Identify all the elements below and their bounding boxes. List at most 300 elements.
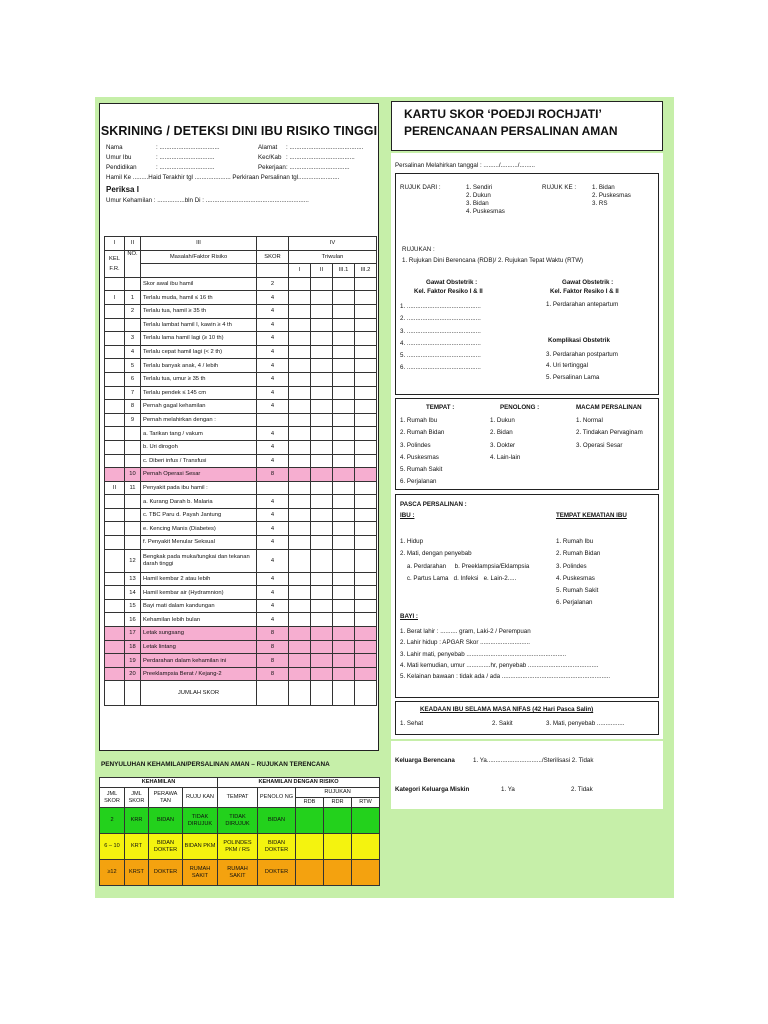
ptab-cell: BIDAN	[149, 808, 183, 834]
factor-cell: e. Kencing Manis (Diabetes)	[141, 522, 257, 536]
trimester-cell[interactable]	[289, 440, 311, 454]
factor-cell: Skor awal ibu hamil	[141, 277, 257, 291]
factor-cell: Bengkak pada muka/tungkai dan tekanan darah tinggi	[141, 549, 257, 572]
trimester-cell[interactable]	[311, 413, 333, 427]
trimester-cell[interactable]	[355, 386, 377, 400]
factor-cell: Terlalu tua, hamil ≥ 35 th	[141, 304, 257, 318]
trimester-cell[interactable]	[355, 345, 377, 359]
risk-factor-row	[105, 640, 377, 654]
kel-cell	[105, 318, 125, 332]
trimester-cell[interactable]	[289, 572, 311, 586]
trimester-cell[interactable]	[355, 549, 377, 572]
col-roman: II	[125, 237, 141, 251]
trimester-cell[interactable]	[355, 613, 377, 627]
trimester-cell[interactable]	[333, 427, 355, 441]
list-item: a. Perdarahan b. Preeklampsia/Eklampsia	[400, 562, 530, 570]
factor-cell: c. Diberi infus / Transfusi	[141, 454, 257, 468]
list-item[interactable]: 5. ...........................................	[400, 352, 481, 360]
trimester-cell[interactable]	[311, 332, 333, 346]
list-item[interactable]: 1. Berat lahir : .......... gram, Laki-2 / Perempuan	[400, 628, 531, 635]
risk-factor-row	[105, 627, 377, 641]
ptab-cell: 6 – 10	[100, 834, 125, 860]
trimester-cell[interactable]	[311, 599, 333, 613]
trimester-cell[interactable]	[333, 572, 355, 586]
field-fill[interactable]: : ...........................................	[286, 144, 364, 151]
rujuk-ke-label: RUJUK KE :	[542, 184, 577, 191]
trimester-cell[interactable]	[333, 654, 355, 668]
trimester-cell[interactable]	[333, 495, 355, 509]
ptab-header: RUJUKAN	[296, 788, 380, 798]
identity-fields	[106, 144, 374, 207]
ptab-row-orange	[100, 860, 380, 886]
ptab-subheader: RTW	[352, 798, 380, 808]
field-label: Pekerjaan	[258, 164, 286, 171]
ptab-cell: KRT	[125, 834, 149, 860]
risk-factor-row	[105, 318, 377, 332]
trimester-cell[interactable]	[355, 304, 377, 318]
score-cell	[257, 481, 289, 495]
trimester-cell[interactable]	[311, 359, 333, 373]
trimester-cell[interactable]	[333, 481, 355, 495]
no-cell	[125, 427, 141, 441]
trimester-cell[interactable]	[355, 454, 377, 468]
no-cell: 19	[125, 654, 141, 668]
trimester-cell[interactable]	[289, 667, 311, 681]
list-item: 4. Lain-lain	[490, 453, 521, 461]
trimester-cell[interactable]	[289, 386, 311, 400]
risk-factor-row	[105, 413, 377, 427]
trimester-cell[interactable]	[311, 640, 333, 654]
trimester-cell[interactable]	[333, 372, 355, 386]
kel-cell	[105, 413, 125, 427]
trimester-cell[interactable]	[311, 654, 333, 668]
column-header-row	[105, 250, 377, 264]
ptab-header: JML SKOR	[100, 788, 125, 808]
trimester-cell[interactable]	[289, 481, 311, 495]
trimester-cell[interactable]	[333, 640, 355, 654]
field-fill[interactable]: : ...................................	[156, 144, 220, 151]
trimester-cell[interactable]	[333, 386, 355, 400]
trimester-cell[interactable]	[289, 372, 311, 386]
nifas-box	[395, 701, 659, 735]
risk-factor-row	[105, 481, 377, 495]
family-box	[391, 741, 663, 809]
no-cell: 14	[125, 586, 141, 600]
trimester-cell[interactable]	[289, 413, 311, 427]
kel-cell	[105, 304, 125, 318]
trimester-cell[interactable]	[289, 549, 311, 572]
pasca-heading: PASCA PERSALINAN :	[400, 501, 467, 508]
trimester-cell[interactable]	[355, 318, 377, 332]
trimester-cell[interactable]	[355, 440, 377, 454]
rujuk-dari-label: RUJUK DARI :	[400, 184, 441, 191]
list-item: 5. Persalinan Lama	[546, 373, 600, 381]
no-cell	[125, 440, 141, 454]
score-cell: 4	[257, 304, 289, 318]
no-cell: 5	[125, 359, 141, 373]
trimester-cell[interactable]	[289, 640, 311, 654]
card-title-line2: PERENCANAAN PERSALINAN AMAN	[404, 124, 618, 138]
list-item: 2. Rumah Bidan	[556, 550, 601, 558]
trimester-header: III.1	[333, 264, 355, 278]
trimester-cell[interactable]	[311, 345, 333, 359]
ptab-cell: BIDAN PKM	[183, 834, 218, 860]
komplikasi-list	[546, 349, 618, 383]
trimester-cell[interactable]	[311, 386, 333, 400]
trimester-cell[interactable]	[311, 586, 333, 600]
no-cell: 18	[125, 640, 141, 654]
list-item: 3. RS	[592, 200, 608, 207]
trimester-cell[interactable]	[355, 372, 377, 386]
list-item: 2. Bidan	[490, 429, 513, 437]
kel-cell	[105, 549, 125, 572]
no-cell	[125, 318, 141, 332]
gawat2-heading: Gawat Obstetrik :	[562, 279, 614, 286]
factor-cell: Pernah melahirkan dengan :	[141, 413, 257, 427]
list-item: 4. Puskesmas	[556, 574, 595, 582]
trimester-cell[interactable]	[355, 413, 377, 427]
trimester-cell[interactable]	[311, 481, 333, 495]
ptab-cell: KRR	[125, 808, 149, 834]
trimester-cell[interactable]	[311, 468, 333, 482]
trimester-cell[interactable]	[333, 454, 355, 468]
trimester-cell[interactable]	[333, 318, 355, 332]
gawat1-list	[400, 301, 481, 375]
gawat1-heading: Gawat Obstetrik :	[426, 279, 478, 286]
trimester-cell[interactable]	[289, 304, 311, 318]
kb-label: Keluarga Berencana	[395, 757, 455, 764]
risk-factor-row	[105, 599, 377, 613]
ibu-list	[400, 536, 529, 585]
list-item: 2. Dukun	[466, 192, 491, 199]
trimester-cell[interactable]	[355, 468, 377, 482]
no-cell	[125, 508, 141, 522]
score-cell: 4	[257, 427, 289, 441]
list-item[interactable]: 5. Kelainan bawaan : tidak ada / ada ...............................................................	[400, 673, 611, 681]
no-cell: 11	[125, 481, 141, 495]
total-cell[interactable]	[333, 681, 355, 706]
penolong-list	[490, 415, 520, 464]
trimester-cell[interactable]	[355, 599, 377, 613]
gawat2-item: 1. Perdarahan antepartum	[546, 301, 619, 308]
col-header: Masalah/Faktor Risiko	[141, 250, 257, 264]
score-cell: 4	[257, 386, 289, 400]
trimester-cell[interactable]	[311, 400, 333, 414]
kel-cell	[105, 572, 125, 586]
score-cell: 4	[257, 372, 289, 386]
trimester-cell[interactable]	[355, 481, 377, 495]
roman-header-row	[105, 237, 377, 251]
ptab-row-yellow	[100, 834, 380, 860]
risk-factor-row	[105, 508, 377, 522]
list-item[interactable]: 3. ...........................................	[400, 327, 481, 335]
col-header: KEL F.R.	[105, 250, 125, 277]
trimester-cell[interactable]	[355, 654, 377, 668]
trimester-cell[interactable]	[333, 468, 355, 482]
km-value-yes[interactable]: 1. Ya	[501, 786, 515, 793]
risk-factor-row	[105, 359, 377, 373]
trimester-cell[interactable]	[311, 536, 333, 550]
trimester-cell[interactable]	[333, 586, 355, 600]
score-cell: 4	[257, 400, 289, 414]
list-item[interactable]: 6. ...........................................	[400, 364, 481, 372]
trimester-cell[interactable]	[333, 508, 355, 522]
field-fill[interactable]: : ......................................	[286, 154, 355, 161]
list-item[interactable]: 4. Mati kemudian, umur ..............hr, penyebab .........................................	[400, 661, 599, 669]
trimester-cell[interactable]	[289, 332, 311, 346]
trimester-cell[interactable]	[311, 277, 333, 291]
risk-factor-row	[105, 654, 377, 668]
trimester-cell[interactable]	[355, 400, 377, 414]
kel-cell	[105, 495, 125, 509]
no-cell: 8	[125, 400, 141, 414]
trimester-cell[interactable]	[355, 572, 377, 586]
risk-factor-row	[105, 495, 377, 509]
referral-box	[395, 173, 659, 395]
kel-cell	[105, 627, 125, 641]
km-value-no[interactable]: 2. Tidak	[571, 786, 593, 793]
list-item: 2. Puskesmas	[592, 192, 631, 199]
factor-cell: Terlalu banyak anak, 4 / lebih	[141, 359, 257, 373]
list-item: 5. Rumah Sakit	[400, 466, 443, 474]
risk-factor-row	[105, 522, 377, 536]
trimester-cell[interactable]	[311, 613, 333, 627]
kel-cell	[105, 586, 125, 600]
trimester-cell[interactable]	[311, 291, 333, 305]
field-row	[106, 164, 374, 174]
delivery-date[interactable]: Persalinan Melahirkan tanggal : ........./........../.........	[395, 162, 535, 169]
kel-cell	[105, 277, 125, 291]
trimester-cell[interactable]	[333, 599, 355, 613]
risk-factor-row	[105, 291, 377, 305]
trimester-cell[interactable]	[311, 304, 333, 318]
ptab-header: JML SKOR	[125, 788, 149, 808]
no-cell: 10	[125, 468, 141, 482]
trimester-cell[interactable]	[311, 495, 333, 509]
ptab-cell: RUMAH SAKIT	[218, 860, 258, 886]
trimester-cell[interactable]	[289, 627, 311, 641]
no-cell: 12	[125, 549, 141, 572]
field-fill[interactable]: : ................................	[156, 164, 215, 171]
rujuk-ke-list	[592, 184, 631, 208]
macam-heading: MACAM PERSALINAN	[576, 404, 642, 411]
list-item: 1. Rumah Ibu	[400, 417, 438, 424]
trimester-cell[interactable]	[311, 318, 333, 332]
trimester-cell[interactable]	[355, 522, 377, 536]
field-label: Alamat	[258, 144, 278, 151]
rujukan-line: 1. Rujukan Dini Berencana (RDB)/ 2. Rujukan Tepat Waktu (RTW)	[402, 257, 584, 264]
score-cell: 4	[257, 522, 289, 536]
rujuk-dari-list	[466, 184, 505, 216]
list-item[interactable]: 3. Lahir mati, penyebab ..........................................................	[400, 650, 567, 658]
trimester-cell[interactable]	[355, 291, 377, 305]
list-item[interactable]: 1. ...........................................	[400, 303, 481, 310]
kematian-list	[556, 536, 600, 610]
total-cell[interactable]	[355, 681, 377, 706]
no-cell	[125, 536, 141, 550]
trimester-cell[interactable]	[311, 508, 333, 522]
trimester-cell[interactable]	[289, 586, 311, 600]
card-body	[391, 153, 663, 739]
trimester-cell[interactable]	[333, 332, 355, 346]
risk-factor-row	[105, 372, 377, 386]
nifas-heading: KEADAAN IBU SELAMA MASA NIFAS (42 Hari Pasca Salin)	[420, 706, 594, 713]
ptab-subheader: RDB	[296, 798, 324, 808]
ptab-group-header: KEHAMILAN DENGAN RISIKO	[218, 778, 380, 788]
no-cell: 15	[125, 599, 141, 613]
trimester-header: I	[289, 264, 311, 278]
trimester-cell[interactable]	[333, 359, 355, 373]
col-header: NO.	[125, 250, 141, 277]
factor-cell: Terlalu tua, umur ≥ 35 th	[141, 372, 257, 386]
trimester-cell[interactable]	[311, 522, 333, 536]
trimester-cell[interactable]	[333, 627, 355, 641]
trimester-cell[interactable]	[311, 372, 333, 386]
ptab-cell: KRST	[125, 860, 149, 886]
trimester-cell[interactable]	[355, 495, 377, 509]
ptab-group-header: KEHAMILAN	[100, 778, 218, 788]
ptab-cell: TIDAK DIRUJUK	[218, 808, 258, 834]
card-title-box	[391, 101, 663, 151]
list-item: 5. Rumah Sakit	[556, 587, 599, 595]
trimester-cell[interactable]	[333, 536, 355, 550]
field-fill[interactable]: : ...................................	[286, 164, 350, 171]
list-item: 6. Perjalanan	[400, 478, 437, 486]
kel-cell	[105, 522, 125, 536]
score-cell: 4	[257, 586, 289, 600]
list-item: 4. Uri tertinggal	[546, 362, 588, 370]
score-cell: 4	[257, 332, 289, 346]
trimester-cell[interactable]	[289, 318, 311, 332]
trimester-cell[interactable]	[289, 522, 311, 536]
tempat-kematian-heading: TEMPAT KEMATIAN IBU	[556, 512, 627, 519]
trimester-cell[interactable]	[289, 508, 311, 522]
trimester-cell[interactable]	[355, 640, 377, 654]
ptab-cell: RUMAH SAKIT	[183, 860, 218, 886]
pregnancy-line: Hamil Ke .........Haid Terakhir tgl ..................... Perkiraan Persalinan tgl........................	[106, 174, 340, 181]
trimester-cell[interactable]	[355, 667, 377, 681]
trimester-cell[interactable]	[333, 304, 355, 318]
bayi-heading: BAYI :	[400, 613, 418, 620]
trimester-cell[interactable]	[333, 291, 355, 305]
trimester-header: III.2	[355, 264, 377, 278]
ptab-header: PENOLO NG	[258, 788, 296, 808]
periksa-heading: Periksa I	[106, 185, 139, 194]
score-cell: 8	[257, 468, 289, 482]
total-cell[interactable]	[289, 681, 311, 706]
list-item: 2. Tindakan Pervaginam	[576, 429, 643, 437]
trimester-cell[interactable]	[289, 536, 311, 550]
trimester-cell[interactable]	[289, 654, 311, 668]
trimester-cell[interactable]	[289, 400, 311, 414]
risk-factor-table	[104, 236, 377, 706]
trimester-cell[interactable]	[333, 413, 355, 427]
trimester-cell[interactable]	[289, 599, 311, 613]
trimester-cell[interactable]	[311, 427, 333, 441]
trimester-cell[interactable]	[355, 627, 377, 641]
trimester-cell[interactable]	[289, 613, 311, 627]
trimester-cell[interactable]	[311, 440, 333, 454]
factor-cell: Pernah Operasi Sesar	[141, 468, 257, 482]
factor-cell: Terlalu cepat hamil lagi (< 2 th)	[141, 345, 257, 359]
total-cell[interactable]	[257, 681, 289, 706]
risk-factor-row	[105, 667, 377, 681]
trimester-cell[interactable]	[289, 291, 311, 305]
trimester-cell[interactable]	[311, 627, 333, 641]
no-cell: 2	[125, 304, 141, 318]
trimester-cell[interactable]	[333, 549, 355, 572]
list-item[interactable]: 2. Lahir hidup : APGAR Skor .............................	[400, 639, 530, 647]
kb-value[interactable]: 1. Ya................................/Sterilisasi 2. Tidak	[473, 757, 594, 764]
counseling-heading: PENYULUHAN KEHAMILAN/PERSALINAN AMAN – RUJUKAN TERENCANA	[101, 761, 330, 768]
screening-title: SKRINING / DETEKSI DINI IBU RISIKO TINGGI	[100, 124, 378, 138]
no-cell: 9	[125, 413, 141, 427]
trimester-cell[interactable]	[355, 427, 377, 441]
trimester-cell[interactable]	[289, 345, 311, 359]
nifas-item: 2. Sakit	[492, 720, 513, 727]
trimester-cell[interactable]	[333, 667, 355, 681]
trimester-cell[interactable]	[311, 454, 333, 468]
trimester-cell[interactable]	[311, 572, 333, 586]
ptab-cell: 2	[100, 808, 125, 834]
factor-cell: Terlalu muda, hamil ≤ 16 th	[141, 291, 257, 305]
trimester-cell[interactable]	[333, 277, 355, 291]
total-cell[interactable]	[311, 681, 333, 706]
trimester-cell[interactable]	[333, 400, 355, 414]
kel-cell	[105, 386, 125, 400]
factor-cell: Perdarahan dalam kehamilan ini	[141, 654, 257, 668]
trimester-cell[interactable]	[333, 613, 355, 627]
list-item: 4. Puskesmas	[466, 208, 505, 215]
total-label: JUMLAH SKOR	[141, 681, 257, 706]
list-item: 1. Bidan	[592, 184, 615, 191]
risk-factor-row	[105, 586, 377, 600]
trimester-cell[interactable]	[311, 549, 333, 572]
trimester-cell[interactable]	[289, 495, 311, 509]
trimester-cell[interactable]	[333, 345, 355, 359]
counseling-table	[99, 777, 380, 886]
score-cell: 8	[257, 654, 289, 668]
no-cell: 3	[125, 332, 141, 346]
trimester-cell[interactable]	[311, 667, 333, 681]
list-item[interactable]: 2. ...........................................	[400, 315, 481, 323]
ptab-cell: TIDAK DIRUJUK	[183, 808, 218, 834]
trimester-cell[interactable]	[355, 508, 377, 522]
trimester-cell[interactable]	[289, 468, 311, 482]
trimester-cell[interactable]	[355, 277, 377, 291]
trimester-cell[interactable]	[355, 359, 377, 373]
trimester-cell[interactable]	[333, 440, 355, 454]
macam-list	[576, 415, 643, 452]
field-fill[interactable]: : ................................	[156, 154, 215, 161]
trimester-header-row	[105, 264, 377, 278]
trimester-cell[interactable]	[289, 277, 311, 291]
trimester-cell[interactable]	[289, 427, 311, 441]
trimester-cell[interactable]	[355, 536, 377, 550]
trimester-cell[interactable]	[289, 454, 311, 468]
list-item: 3. Dokter	[490, 441, 516, 449]
trimester-cell[interactable]	[355, 586, 377, 600]
trimester-cell[interactable]	[355, 332, 377, 346]
no-cell: 1	[125, 291, 141, 305]
trimester-cell[interactable]	[333, 522, 355, 536]
col-roman: III	[141, 237, 257, 251]
risk-factor-row	[105, 304, 377, 318]
trimester-cell[interactable]	[289, 359, 311, 373]
risk-factor-row	[105, 440, 377, 454]
list-item[interactable]: 4. ...........................................	[400, 339, 481, 347]
factor-cell: Bayi mati dalam kandungan	[141, 599, 257, 613]
